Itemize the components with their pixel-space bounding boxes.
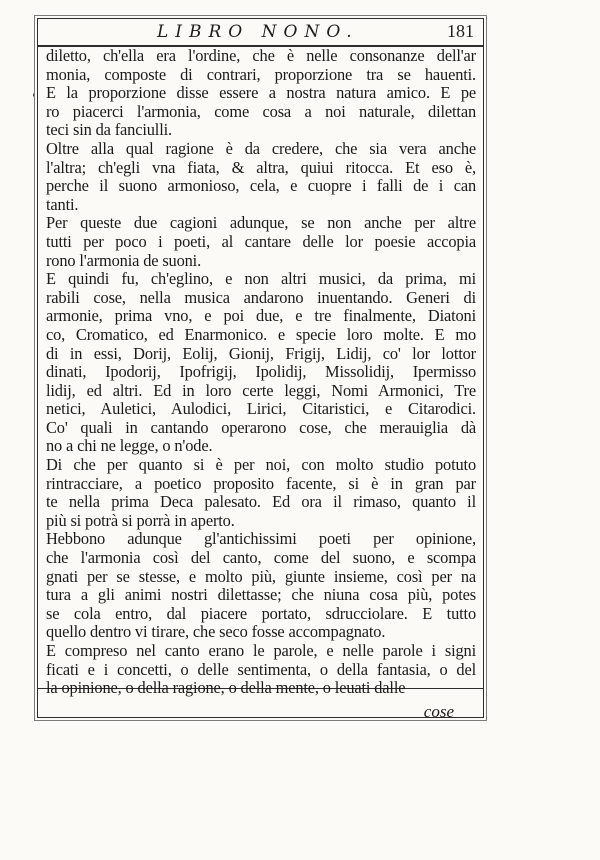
text-line: diletto, ch'ella era l'ordine, che è nelle consonanze dell'ar (46, 46, 476, 65)
catchword: cose (423, 702, 454, 721)
text-line: tura a gli animi nostri dilettasse; che niuna cosa più, potes (46, 585, 476, 605)
text-line: di in essi, Dorij, Eolij, Gionij, Frigij, Lidij, co' lor lottor (46, 343, 476, 363)
text-line: più si potrà si porrà in aperto. (46, 510, 235, 530)
text-line: lidij, ed altri. Ed in loro certe leggi, Nomi Armonici, Tre (46, 380, 476, 400)
text-line: rintracciare, a poetico proposito facente, si è in gran par (46, 473, 476, 493)
text-line: l'altra; ch'egli vna fiata, & altra, quiui ritocca. Et eso è, (46, 157, 476, 177)
text-line: no a chi ne legge, o n'ode. (46, 436, 213, 456)
text-line: te nella prima Deca palesato. Ed ora il rimaso, quanto il (46, 492, 476, 512)
text-line: ficati e i concetti, o delle sentimenta, o della fantasia, o del (46, 659, 476, 679)
text-line: che l'armonia così del canto, come del suono, e scompa (46, 548, 476, 568)
text-line: E quindi fu, ch'eglino, e non altri musici, da prima, mi (46, 269, 476, 289)
text-line: tanti. (46, 194, 79, 214)
running-title: LIBRO NONO. (157, 22, 359, 42)
text-line: rabili cose, nella musica andarono inuentando. Generi di (46, 287, 476, 307)
text-line: co, Cromatico, ed Enarmonico. e specie loro molte. E mo (46, 324, 476, 344)
text-line: Hebbono adunque gl'antichissimi poeti per opinione, (46, 529, 476, 549)
text-line: quello dentro vi tirare, che seco fosse accompagnato. (46, 622, 386, 642)
text-line: E la proporzione disse essere a nostra natura amico. E pe (46, 83, 476, 103)
text-line: rono l'armonia de suoni. (46, 250, 202, 270)
text-line: perche il suono armonioso, cela, e cuopre i falli de i can (46, 176, 476, 196)
text-line: ro piacerci l'armonia, come cosa a noi naturale, dilettan (46, 101, 476, 121)
page-number: 181 (447, 21, 474, 41)
text-line: gnati per se stesse, e molto più, giunte insieme, così per na (46, 566, 476, 586)
text-line: la opinione, o della ragione, o della mente, o leuati dalle (46, 678, 406, 698)
text-line: dinati, Ipodorij, Ipofrigij, Ipolidij, Missolidij, Ipermisso (46, 362, 476, 382)
text-line: Di che per quanto si è per noi, con molto studio potuto (46, 455, 476, 475)
text-line: E compreso nel canto erano le parole, e nelle parole i signi (46, 641, 476, 660)
text-line: armonie, prima vno, e poi due, e tre finalmente, Diatoni (46, 306, 476, 326)
text-line: Per queste due cagioni adunque, se non anche per altre (46, 213, 476, 233)
text-line: monia, composte di contrari, proporzione tra se hauenti. (46, 64, 476, 84)
running-head (37, 20, 484, 44)
text-block (46, 47, 476, 698)
text-line: se cola entro, dal piacere portato, sdrucciolare. E tutto (46, 603, 476, 623)
text-line: netici, Auletici, Aulodici, Lirici, Citaristici, e Citarodici. (46, 399, 476, 419)
text-line: tutti per poco i poeti, al cantare delle lor poesie accopia (46, 231, 476, 251)
text-line: Oltre alla qual ragione è da credere, che sia vera anche (46, 138, 476, 158)
text-line: Co' quali in cantando operarono cose, che merauiglia dà (46, 417, 476, 437)
text-line: teci sin da fanciulli. (46, 120, 172, 140)
